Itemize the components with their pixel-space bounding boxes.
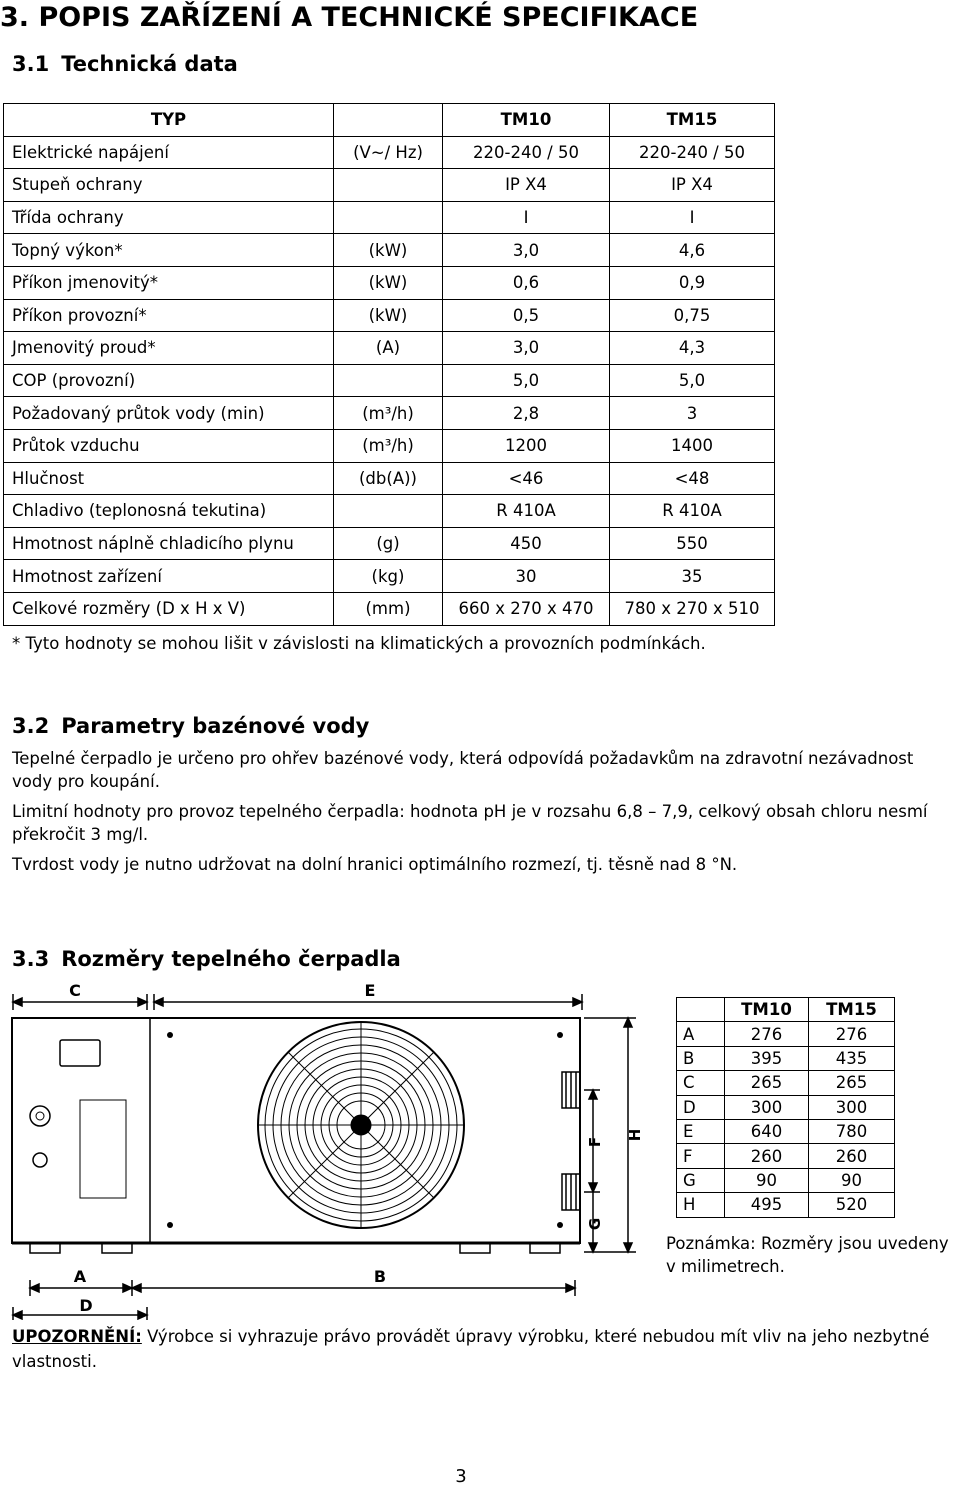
table-cell: Požadovaný průtok vody (min) <box>4 397 334 430</box>
table-row <box>4 462 775 495</box>
section-title: Technická data <box>61 52 238 76</box>
table-cell: 300 <box>725 1095 809 1119</box>
table-row <box>4 234 775 267</box>
table-cell: 780 x 270 x 510 <box>610 592 775 625</box>
table-cell <box>334 364 443 397</box>
table-row <box>4 429 775 462</box>
table-cell: (A) <box>334 332 443 365</box>
table-cell: 4,6 <box>610 234 775 267</box>
table-row <box>4 527 775 560</box>
table-cell: 0,6 <box>443 266 610 299</box>
label-h: H <box>626 1128 644 1142</box>
table-cell: Hlučnost <box>4 462 334 495</box>
display-window <box>60 1040 100 1066</box>
table-cell: 260 <box>809 1144 895 1168</box>
table-cell: 30 <box>443 560 610 593</box>
section-3-3-heading <box>12 947 401 971</box>
table-cell: (kg) <box>334 560 443 593</box>
table-cell: I <box>443 201 610 234</box>
section-title: Rozměry tepelného čerpadla <box>61 947 401 971</box>
section-number: 3.2 <box>12 714 50 738</box>
table-cell: 550 <box>610 527 775 560</box>
table-cell: 5,0 <box>443 364 610 397</box>
table-row <box>4 299 775 332</box>
table-cell: 265 <box>809 1071 895 1095</box>
table-cell: 260 <box>725 1144 809 1168</box>
side-panel <box>80 1100 126 1198</box>
table-cell: 0,75 <box>610 299 775 332</box>
table-cell: 1400 <box>610 429 775 462</box>
table-cell: (g) <box>334 527 443 560</box>
table-cell: 4,3 <box>610 332 775 365</box>
table-cell: 35 <box>610 560 775 593</box>
table-row <box>4 364 775 397</box>
table-cell: 276 <box>809 1022 895 1046</box>
table-cell: 3,0 <box>443 234 610 267</box>
table-cell: <48 <box>610 462 775 495</box>
warning-label: UPOZORNĚNÍ: <box>12 1327 142 1346</box>
table-cell: TYP <box>4 104 334 137</box>
heat-pump-dimension-drawing <box>10 980 650 1320</box>
label-a: A <box>73 1267 87 1286</box>
table-cell: TM15 <box>610 104 775 137</box>
table-cell <box>677 998 725 1022</box>
warning-text: Výrobce si vyhrazuje právo provádět úpravy výrobku, které nebudou mít vliv na jeho nezbytné vlastnosti. <box>12 1327 930 1371</box>
table-row <box>4 332 775 365</box>
table-row <box>677 1168 895 1192</box>
unit-outline <box>12 1018 580 1243</box>
table-cell: C <box>677 1071 725 1095</box>
table-row <box>677 1095 895 1119</box>
table-cell: 495 <box>725 1193 809 1217</box>
control-knob <box>33 1153 47 1167</box>
table-cell: IP X4 <box>443 169 610 202</box>
table-row <box>677 1046 895 1070</box>
fan-grille <box>258 1022 464 1228</box>
table-cell: F <box>677 1144 725 1168</box>
table-cell: 0,5 <box>443 299 610 332</box>
table-cell: Topný výkon* <box>4 234 334 267</box>
table-row <box>677 1193 895 1217</box>
footnote: * Tyto hodnoty se mohou lišit v závislosti na klimatických a provozních podmínkách. <box>12 634 706 653</box>
control-knob <box>30 1106 50 1126</box>
table-cell <box>334 104 443 137</box>
table-cell: 3,0 <box>443 332 610 365</box>
table-cell: 276 <box>725 1022 809 1046</box>
table-row <box>677 1022 895 1046</box>
table-cell: IP X4 <box>610 169 775 202</box>
table-cell: A <box>677 1022 725 1046</box>
table-row <box>677 1071 895 1095</box>
table-cell: 3 <box>610 397 775 430</box>
technical-data-table <box>3 103 775 626</box>
table-cell: I <box>610 201 775 234</box>
table-cell: Chladivo (teplonosná tekutina) <box>4 495 334 528</box>
label-g: G <box>586 1217 604 1231</box>
table-cell: E <box>677 1119 725 1143</box>
table-cell: 90 <box>725 1168 809 1192</box>
dimensions-note: Poznámka: Rozměry jsou uvedeny v milimetrech. <box>666 1234 949 1276</box>
table-cell: 5,0 <box>610 364 775 397</box>
table-cell: 2,8 <box>443 397 610 430</box>
table-cell: 450 <box>443 527 610 560</box>
dimensions-table <box>676 997 895 1218</box>
table-cell: (kW) <box>334 299 443 332</box>
table-cell: TM10 <box>443 104 610 137</box>
table-cell: 435 <box>809 1046 895 1070</box>
table-cell: <46 <box>443 462 610 495</box>
table-row <box>677 1144 895 1168</box>
section-title: Parametry bazénové vody <box>61 714 370 738</box>
table-cell: 780 <box>809 1119 895 1143</box>
table-cell: 660 x 270 x 470 <box>443 592 610 625</box>
table-cell: TM10 <box>725 998 809 1022</box>
table-cell: Celkové rozměry (D x H x V) <box>4 592 334 625</box>
paragraph-water-hardness: Tvrdost vody je nutno udržovat na dolní hranici optimálního rozmezí, tj. těsně nad 8 °N. <box>12 855 738 874</box>
table-row <box>677 1119 895 1143</box>
table-cell: Hmotnost zařízení <box>4 560 334 593</box>
table-cell: (db(A)) <box>334 462 443 495</box>
table-cell: B <box>677 1046 725 1070</box>
table-cell: COP (provozní) <box>4 364 334 397</box>
table-cell: (V~/ Hz) <box>334 136 443 169</box>
paragraph-water-purpose: Tepelné čerpadlo je určeno pro ohřev bazénové vody, která odpovídá požadavkům na zdravotní nezávadnost vody pro koupání. <box>12 749 914 791</box>
table-cell: (m³/h) <box>334 397 443 430</box>
section-number: 3.3 <box>12 947 50 971</box>
table-cell: 520 <box>809 1193 895 1217</box>
table-cell: 265 <box>725 1071 809 1095</box>
table-cell: TM15 <box>809 998 895 1022</box>
table-row <box>4 266 775 299</box>
table-cell <box>334 201 443 234</box>
table-row <box>4 136 775 169</box>
table-cell: Příkon provozní* <box>4 299 334 332</box>
table-cell: Elektrické napájení <box>4 136 334 169</box>
label-e: E <box>364 981 376 1000</box>
table-header-row <box>677 998 895 1022</box>
table-cell: 90 <box>809 1168 895 1192</box>
page-heading: 3. POPIS ZAŘÍZENÍ A TECHNICKÉ SPECIFIKACE <box>0 2 699 33</box>
table-cell <box>334 495 443 528</box>
table-cell: Jmenovitý proud* <box>4 332 334 365</box>
table-cell: 220-240 / 50 <box>610 136 775 169</box>
table-row <box>4 397 775 430</box>
table-cell: R 410A <box>610 495 775 528</box>
table-cell: Příkon jmenovitý* <box>4 266 334 299</box>
table-cell: (m³/h) <box>334 429 443 462</box>
paragraph-limit-values: Limitní hodnoty pro provoz tepelného čerpadla: hodnota pH je v rozsahu 6,8 – 7,9, celkový obsah chloru nesmí překročit 3 mg/l. <box>12 802 928 844</box>
table-cell: 220-240 / 50 <box>443 136 610 169</box>
table-cell: Třída ochrany <box>4 201 334 234</box>
table-row <box>4 169 775 202</box>
table-row <box>4 495 775 528</box>
table-cell: 640 <box>725 1119 809 1143</box>
table-cell <box>334 169 443 202</box>
page-number: 3 <box>455 1466 467 1487</box>
table-row <box>4 560 775 593</box>
table-cell: G <box>677 1168 725 1192</box>
table-cell: 300 <box>809 1095 895 1119</box>
label-f: F <box>586 1136 604 1148</box>
table-cell: D <box>677 1095 725 1119</box>
table-cell: (mm) <box>334 592 443 625</box>
label-d: D <box>79 1296 93 1315</box>
table-cell: Stupeň ochrany <box>4 169 334 202</box>
table-cell: (kW) <box>334 266 443 299</box>
table-cell: (kW) <box>334 234 443 267</box>
table-header-row <box>4 104 775 137</box>
table-row <box>4 201 775 234</box>
table-cell: Průtok vzduchu <box>4 429 334 462</box>
table-cell: R 410A <box>443 495 610 528</box>
table-cell: Hmotnost náplně chladicího plynu <box>4 527 334 560</box>
table-cell: H <box>677 1193 725 1217</box>
warning-paragraph <box>12 1324 960 1374</box>
table-cell: 0,9 <box>610 266 775 299</box>
label-b: B <box>373 1267 387 1286</box>
table-cell: 1200 <box>443 429 610 462</box>
table-row <box>4 592 775 625</box>
section-3-1-heading <box>12 52 238 76</box>
label-c: C <box>69 981 81 1000</box>
section-3-2-heading <box>12 714 369 738</box>
section-number: 3.1 <box>12 52 50 76</box>
table-cell: 395 <box>725 1046 809 1070</box>
